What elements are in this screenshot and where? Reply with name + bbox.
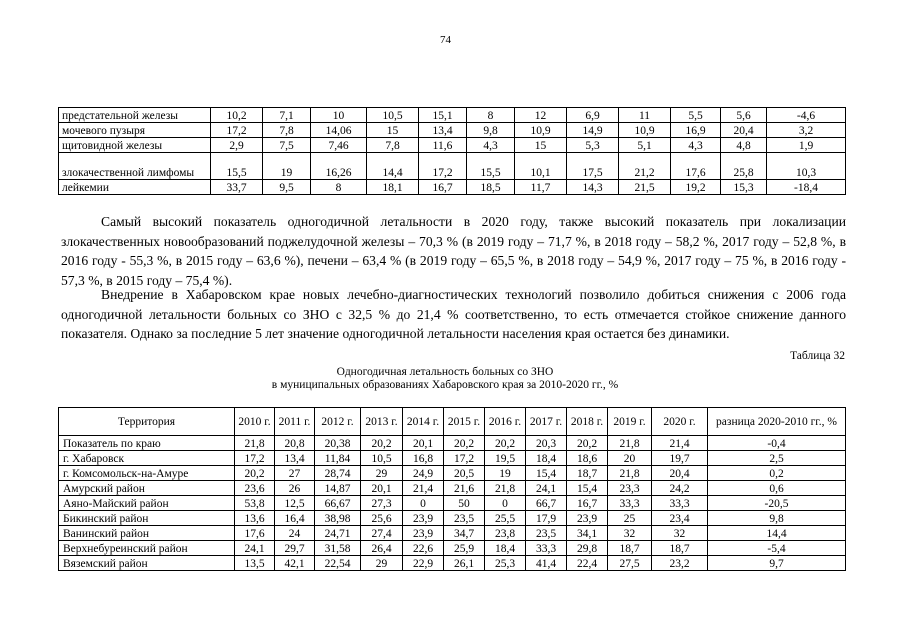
top-table-cell: 15,5	[467, 153, 515, 180]
main-table-row	[59, 466, 846, 481]
main-table-cell: -5,4	[708, 541, 846, 556]
main-table-row-label: г. Комсомольск-на-Амуре	[59, 466, 235, 481]
main-table-cell: 23,8	[485, 526, 526, 541]
top-table-cell: 10,1	[515, 153, 567, 180]
main-table-cell: 13,6	[235, 511, 275, 526]
table-title-line-1: Одногодичная летальность больных со ЗНО	[336, 366, 554, 378]
column-header: 2020 г.	[652, 408, 708, 436]
main-table-cell: 20,2	[444, 436, 485, 451]
top-table-cell: 4,8	[721, 138, 767, 153]
paragraph-mortality: Самый высокий показатель одногодичной летальности в 2020 году, также высокий показатель при локализации злокачественных новообразований поджелудочной железы – 70,3 % (в 2019 году – 71,7 %, в 2018 году – 58,2 %, 2017 году – 52,8 %, в 2016 году - 55,3 %, в 2015 году – 63,6 %), печени – 63,4 % (в 2019 году – 65,5 %, в 2018 году – 54,9 %, 2017 году – 75 %, в 2016 году - 57,3 %, в 2015 году – 75,4 %).	[61, 214, 846, 288]
main-table-cell: 24,71	[315, 526, 361, 541]
top-table-cell: 7,8	[367, 138, 419, 153]
paragraph-technologies: Внедрение в Хабаровском крае новых лечебно-диагностических технологий позволило добиться снижения с 2006 года одногодичной летальности больных со ЗНО с 32,5 % до 21,4 % соответственно, то есть отмечается стойкое снижение данного показателя. Однако за последние 5 лет значение одногодичной летальности населения края остается без динамики.	[61, 287, 846, 342]
main-table-cell: 18,6	[567, 451, 608, 466]
main-table-cell: 23,4	[652, 511, 708, 526]
column-header: 2010 г.	[235, 408, 275, 436]
main-table-cell: 34,1	[567, 526, 608, 541]
main-table-cell: 27,4	[361, 526, 403, 541]
main-table-cell: 20,2	[485, 436, 526, 451]
main-table-row-label: Амурский район	[59, 481, 235, 496]
main-table-cell: 17,9	[526, 511, 567, 526]
main-table-cell: 9,8	[708, 511, 846, 526]
top-table-cell: 1,9	[767, 138, 846, 153]
main-table-cell: 17,2	[444, 451, 485, 466]
main-table-cell: 29	[361, 466, 403, 481]
main-table-cell: 0	[403, 496, 444, 511]
main-table-cell: 13,4	[275, 451, 315, 466]
main-table-cell: 21,8	[485, 481, 526, 496]
top-table-cell: 17,6	[671, 153, 721, 180]
page-number: 74	[440, 34, 451, 46]
top-table-cell: 8	[467, 108, 515, 123]
top-table-cell: 20,4	[721, 123, 767, 138]
main-table-cell: 21,6	[444, 481, 485, 496]
main-table-cell: 34,7	[444, 526, 485, 541]
main-table-cell: 17,6	[235, 526, 275, 541]
main-table-cell: 20,2	[567, 436, 608, 451]
top-table-cell: 16,26	[311, 153, 367, 180]
main-table-cell: 22,4	[567, 556, 608, 571]
main-table-cell: 17,2	[235, 451, 275, 466]
top-table-cell: 33,7	[211, 180, 263, 195]
main-table-cell: 23,2	[652, 556, 708, 571]
main-table-cell: 29	[361, 556, 403, 571]
top-table-row	[59, 180, 846, 195]
main-table-cell: 23,9	[567, 511, 608, 526]
main-table-cell: 22,54	[315, 556, 361, 571]
main-table-cell: 66,7	[526, 496, 567, 511]
main-table-cell: 23,5	[526, 526, 567, 541]
main-table-row	[59, 436, 846, 451]
top-table-cell: 7,5	[263, 138, 311, 153]
municipal-mortality-table	[58, 407, 846, 571]
main-table-cell: 20,2	[235, 466, 275, 481]
main-table-cell: 20,1	[361, 481, 403, 496]
main-table-cell: 33,3	[608, 496, 652, 511]
main-table-row	[59, 556, 846, 571]
top-table-cell: 6,9	[567, 108, 619, 123]
main-table-cell: 21,4	[403, 481, 444, 496]
main-table-cell: 23,6	[235, 481, 275, 496]
main-table-cell: 16,7	[567, 496, 608, 511]
column-header: 2012 г.	[315, 408, 361, 436]
main-table-cell: 20,38	[315, 436, 361, 451]
main-table-row	[59, 496, 846, 511]
main-table-cell: 25,6	[361, 511, 403, 526]
main-table-cell: 22,6	[403, 541, 444, 556]
top-data-table	[58, 107, 846, 195]
top-table-cell: 9,8	[467, 123, 515, 138]
top-table-cell: 12	[515, 108, 567, 123]
main-table-cell: 20,1	[403, 436, 444, 451]
main-table-cell: 20,3	[526, 436, 567, 451]
main-table-cell: 42,1	[275, 556, 315, 571]
main-table-cell: 21,8	[608, 436, 652, 451]
top-table-cell: 10,9	[619, 123, 671, 138]
main-table-cell: 2,5	[708, 451, 846, 466]
main-table-cell: 23,9	[403, 526, 444, 541]
main-table-cell: 23,5	[444, 511, 485, 526]
top-table-cell: -18,4	[767, 180, 846, 195]
top-table-cell: 10	[311, 108, 367, 123]
top-table-cell: 18,1	[367, 180, 419, 195]
column-header: 2011 г.	[275, 408, 315, 436]
top-table-cell: 19	[263, 153, 311, 180]
top-table-row	[59, 108, 846, 123]
main-table-cell: -0,4	[708, 436, 846, 451]
main-table-row	[59, 451, 846, 466]
top-table-cell: 16,9	[671, 123, 721, 138]
column-header-territory: Территория	[59, 408, 235, 436]
main-table-cell: 29,7	[275, 541, 315, 556]
main-table-cell: 32	[608, 526, 652, 541]
main-table-cell: 32	[652, 526, 708, 541]
main-table-cell: 66,67	[315, 496, 361, 511]
main-table-row-label: Вяземский район	[59, 556, 235, 571]
top-table-cell: 25,8	[721, 153, 767, 180]
top-table-cell: 21,5	[619, 180, 671, 195]
column-header: разница 2020-2010 гг., %	[708, 408, 846, 436]
main-table-cell: 10,5	[361, 451, 403, 466]
top-table-cell: 14,06	[311, 123, 367, 138]
top-table-cell: 5,1	[619, 138, 671, 153]
main-table-cell: 20,8	[275, 436, 315, 451]
column-header: 2017 г.	[526, 408, 567, 436]
top-table-cell: 10,9	[515, 123, 567, 138]
main-table-cell: 27,3	[361, 496, 403, 511]
main-table-cell: 16,4	[275, 511, 315, 526]
main-table-cell: 31,58	[315, 541, 361, 556]
main-table-cell: 11,84	[315, 451, 361, 466]
main-table-cell: 25,9	[444, 541, 485, 556]
top-table-cell: 14,3	[567, 180, 619, 195]
top-table-cell: 10,2	[211, 108, 263, 123]
main-table-row	[59, 541, 846, 556]
main-table-cell: 21,8	[608, 466, 652, 481]
main-table-cell: 0,6	[708, 481, 846, 496]
top-table-cell: 5,3	[567, 138, 619, 153]
main-table-cell: 15,4	[567, 481, 608, 496]
top-table-cell: 3,2	[767, 123, 846, 138]
top-table-cell: 7,8	[263, 123, 311, 138]
main-table-cell: 27,5	[608, 556, 652, 571]
table-title-line-2: в муниципальных образованиях Хабаровского края за 2010-2020 гг., %	[271, 379, 619, 391]
main-table-row	[59, 526, 846, 541]
main-table-cell: 14,87	[315, 481, 361, 496]
main-table-cell: 21,4	[652, 436, 708, 451]
top-table-cell: 9,5	[263, 180, 311, 195]
main-table-cell: 29,8	[567, 541, 608, 556]
top-table-cell: 7,1	[263, 108, 311, 123]
main-table-cell: 26,4	[361, 541, 403, 556]
top-table-row-label: мочевого пузыря	[59, 123, 211, 138]
main-table-cell: 24,9	[403, 466, 444, 481]
main-table-cell: 25,5	[485, 511, 526, 526]
main-table-cell: 26	[275, 481, 315, 496]
top-table-cell: 18,5	[467, 180, 515, 195]
main-table-cell: 9,7	[708, 556, 846, 571]
top-table-cell: 15	[367, 123, 419, 138]
main-table-cell: 28,74	[315, 466, 361, 481]
main-table-cell: 23,3	[608, 481, 652, 496]
top-table-row	[59, 123, 846, 138]
top-table-cell: 10,3	[767, 153, 846, 180]
top-table-cell: 16,7	[419, 180, 467, 195]
main-table-cell: 23,9	[403, 511, 444, 526]
main-table-cell: 20,5	[444, 466, 485, 481]
main-table-cell: 53,8	[235, 496, 275, 511]
main-table-cell: 20,4	[652, 466, 708, 481]
top-table-cell: 15,5	[211, 153, 263, 180]
main-table-row	[59, 481, 846, 496]
main-table-cell: -20,5	[708, 496, 846, 511]
top-table-cell: 11,7	[515, 180, 567, 195]
table-caption: Таблица 32	[790, 350, 845, 362]
main-table-cell: 18,4	[485, 541, 526, 556]
main-table-cell: 20,2	[361, 436, 403, 451]
main-table-cell: 19	[485, 466, 526, 481]
column-header: 2014 г.	[403, 408, 444, 436]
top-table-cell: 2,9	[211, 138, 263, 153]
top-table-row-label: предстательной железы	[59, 108, 211, 123]
column-header: 2018 г.	[567, 408, 608, 436]
top-table-cell: 5,6	[721, 108, 767, 123]
main-table-cell: 0	[485, 496, 526, 511]
top-table-cell: 11	[619, 108, 671, 123]
main-table-cell: 25	[608, 511, 652, 526]
main-table-cell: 33,3	[526, 541, 567, 556]
main-table-cell: 18,7	[652, 541, 708, 556]
top-table-cell: 14,9	[567, 123, 619, 138]
top-table-cell: 8	[311, 180, 367, 195]
main-table-cell: 20	[608, 451, 652, 466]
top-table-row-label: злокачественной лимфомы	[59, 153, 211, 180]
main-table-cell: 18,7	[608, 541, 652, 556]
top-table-cell: 14,4	[367, 153, 419, 180]
main-table-cell: 16,8	[403, 451, 444, 466]
main-table-cell: 24,2	[652, 481, 708, 496]
main-table-row	[59, 511, 846, 526]
main-table-row-label: Бикинский район	[59, 511, 235, 526]
top-table-cell: 17,2	[419, 153, 467, 180]
top-table-cell: 5,5	[671, 108, 721, 123]
main-table-cell: 21,8	[235, 436, 275, 451]
main-table-cell: 19,7	[652, 451, 708, 466]
top-table-cell: 15,1	[419, 108, 467, 123]
main-table-cell: 14,4	[708, 526, 846, 541]
main-table-cell: 41,4	[526, 556, 567, 571]
main-table-cell: 18,4	[526, 451, 567, 466]
top-table-cell: 21,2	[619, 153, 671, 180]
column-header: 2019 г.	[608, 408, 652, 436]
main-table-cell: 24,1	[235, 541, 275, 556]
main-table-cell: 18,7	[567, 466, 608, 481]
main-table-cell: 12,5	[275, 496, 315, 511]
main-table-cell: 38,98	[315, 511, 361, 526]
main-table-cell: 33,3	[652, 496, 708, 511]
top-table-cell: 17,5	[567, 153, 619, 180]
column-header: 2013 г.	[361, 408, 403, 436]
main-table-row-label: Аяно-Майский район	[59, 496, 235, 511]
main-table-cell: 0,2	[708, 466, 846, 481]
main-table-cell: 25,3	[485, 556, 526, 571]
main-table-row-label: Показатель по краю	[59, 436, 235, 451]
main-table-row-label: г. Хабаровск	[59, 451, 235, 466]
column-header: 2016 г.	[485, 408, 526, 436]
top-table-cell: -4,6	[767, 108, 846, 123]
main-table-cell: 13,5	[235, 556, 275, 571]
table-title	[230, 366, 660, 392]
top-table-cell: 15	[515, 138, 567, 153]
top-table-row-label: лейкемии	[59, 180, 211, 195]
top-table-cell: 15,3	[721, 180, 767, 195]
column-header: 2015 г.	[444, 408, 485, 436]
main-table-cell: 26,1	[444, 556, 485, 571]
main-table-cell: 15,4	[526, 466, 567, 481]
top-table-cell: 11,6	[419, 138, 467, 153]
top-table-cell: 10,5	[367, 108, 419, 123]
main-table-cell: 19,5	[485, 451, 526, 466]
top-table-row-label: щитовидной железы	[59, 138, 211, 153]
main-table-row-label: Ванинский район	[59, 526, 235, 541]
top-table-cell: 4,3	[467, 138, 515, 153]
top-table-cell: 4,3	[671, 138, 721, 153]
main-table-cell: 22,9	[403, 556, 444, 571]
top-table-cell: 7,46	[311, 138, 367, 153]
main-table-row-label: Верхнебуреинский район	[59, 541, 235, 556]
top-table-cell: 17,2	[211, 123, 263, 138]
top-table-cell: 19,2	[671, 180, 721, 195]
top-table-row	[59, 138, 846, 153]
main-table-cell: 24	[275, 526, 315, 541]
top-table-cell: 13,4	[419, 123, 467, 138]
main-table-cell: 27	[275, 466, 315, 481]
main-table-cell: 24,1	[526, 481, 567, 496]
main-table-cell: 50	[444, 496, 485, 511]
top-table-row	[59, 153, 846, 180]
